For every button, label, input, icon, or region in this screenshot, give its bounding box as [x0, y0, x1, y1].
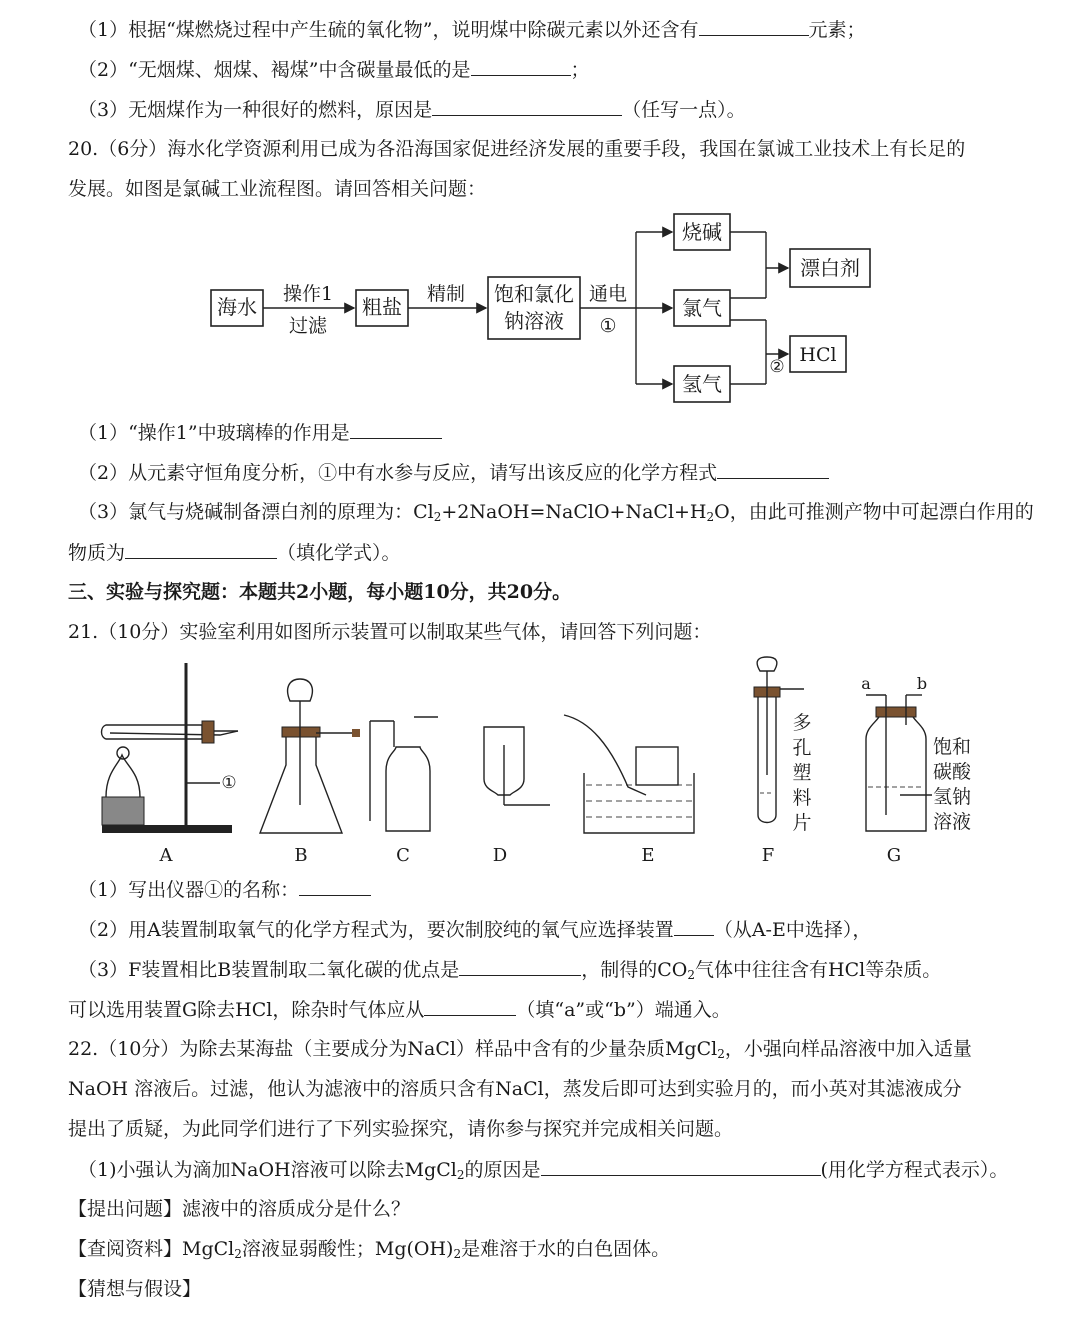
q22-intro-line3: 提出了质疑，为此同学们进行了下列实验探究，请你参与探究并完成相关问题。: [68, 1118, 734, 1140]
q22-intro-line1: 22.（10分）为除去某海盐（主要成分为NaCl）样品中含有的少量杂质MgCl$_2$，小强向样品溶液中加入适量: [68, 1038, 972, 1061]
apparatus-g: [861, 674, 972, 866]
port-a-label: a: [861, 674, 871, 693]
chlor-alkali-flow-diagram: [200, 208, 900, 410]
reaction-mark-2: ②: [769, 357, 785, 377]
lab-apparatus-figure: [90, 655, 990, 870]
q20-part3-line2: 物质为 （填化学式）。: [68, 542, 401, 564]
answer-blank[interactable]: [459, 957, 581, 976]
q20-part3: （3）氯气与烧碱制备漂白剂的原理为：$Cl_2+2NaOH=NaClO+NaCl+H_2O$，由此可推测产物中可起漂白作用的: [78, 501, 1034, 524]
answer-blank[interactable]: [424, 997, 516, 1016]
svg-text:碳酸: 碳酸: [932, 761, 972, 783]
apparatus-label-c: C: [396, 845, 410, 866]
answer-blank[interactable]: [299, 877, 371, 896]
chlorine-label: 氯气: [682, 296, 722, 320]
apparatus-d: [484, 727, 550, 866]
answer-blank[interactable]: [350, 420, 442, 439]
apparatus-label-f: F: [761, 845, 775, 866]
q22-intro-line2: NaOH 溶液后。过滤，他认为滤液中的溶质只含有NaCl，蒸发后即可达到实验月的，而小英对其滤液成分: [68, 1078, 962, 1100]
apparatus-b: [260, 679, 360, 866]
q22-reference: 【查阅资料】MgCl$_2$溶液显弱酸性；$Mg(OH)_2$是难溶于水的白色固体。: [68, 1238, 671, 1261]
q20-intro-line1: 20.（6分）海水化学资源利用已成为各沿海国家促进经济发展的重要手段，我国在氯诚工业技术上有长足的: [68, 138, 966, 160]
answer-blank[interactable]: [125, 540, 277, 559]
caustic-label: 烧碱: [682, 220, 722, 244]
apparatus-a: [102, 663, 239, 866]
refine-label: 精制: [426, 283, 466, 305]
svg-text:料: 料: [792, 787, 812, 809]
reaction-mark-1: ①: [599, 315, 617, 337]
svg-text:孔: 孔: [792, 737, 812, 759]
q21-part3-line2: 可以选用装置G除去HCl，除杂时气体应从 （填“a”或“b”）端通入。: [68, 999, 731, 1021]
apparatus-label-b: B: [294, 845, 308, 866]
q19-part2: （2）“无烟煤、烟煤、褐煤”中含碳量最低的是 ；: [78, 59, 590, 81]
q20-intro-line2: 发展。如图是氯碱工业流程图。请回答相关问题：: [68, 178, 487, 200]
hcl-label: HCl: [799, 344, 837, 366]
answer-blank[interactable]: [699, 17, 809, 36]
svg-text:片: 片: [792, 812, 812, 834]
svg-text:塑: 塑: [792, 762, 812, 784]
filter-label: 过滤: [288, 315, 328, 337]
svg-text:多: 多: [792, 712, 812, 734]
apparatus-mark-1: ①: [221, 773, 237, 793]
apparatus-e: [564, 715, 694, 866]
q22-question: 【提出问题】滤液中的溶质成分是什么？: [68, 1198, 411, 1220]
hydrogen-label: 氢气: [682, 372, 722, 396]
brine-label-line2: 钠溶液: [504, 309, 564, 333]
svg-text:氢钠: 氢钠: [932, 786, 972, 808]
answer-blank[interactable]: [471, 57, 571, 76]
q22-hypothesis-heading: 【猜想与假设】: [68, 1278, 202, 1300]
q21-part3: （3）F装置相比B装置制取二氧化碳的优点是 ，制得的$CO_2$气体中往往含有HCl等杂质。: [78, 959, 942, 982]
apparatus-label-d: D: [492, 845, 508, 866]
port-b-label: b: [916, 674, 928, 693]
answer-blank[interactable]: [674, 917, 714, 936]
seawater-label: 海水: [217, 295, 257, 319]
answer-blank[interactable]: [541, 1157, 821, 1176]
q21-intro: 21.（10分）实验室利用如图所示装置可以制取某些气体，请回答下列问题：: [68, 621, 712, 643]
q19-part1: （1）根据“煤燃烧过程中产生硫的氧化物”，说明煤中除碳元素以外还含有 元素；: [78, 19, 866, 41]
section-heading: 三、实验与探究题：本题共2小题，每小题10分，共20分。: [68, 581, 572, 603]
brine-label-line1: 饱和氯化: [494, 282, 574, 306]
svg-text:溶液: 溶液: [932, 811, 972, 833]
apparatus-label-a: A: [159, 845, 173, 866]
porous-plate-note: [792, 712, 811, 834]
q20-part2: （2）从元素守恒角度分析，①中有水参与反应，请写出该反应的化学方程式: [78, 460, 829, 485]
electrify-label: 通电: [588, 283, 628, 305]
q22-part1: （1)小强认为滴加NaOH溶液可以除去MgCl$_2$的原因是 (用化学方程式表示）。: [78, 1159, 1009, 1182]
q21-part2: （2）用A装置制取氧气的化学方程式为，要次制胶纯的氧气应选择装置 （从A-E中选择），: [78, 919, 872, 941]
q20-part1: （1）“操作1”中玻璃棒的作用是: [78, 420, 442, 445]
answer-blank[interactable]: [717, 460, 829, 479]
apparatus-label-g: G: [886, 845, 902, 866]
op1-label: 操作1: [282, 283, 334, 305]
crude-salt-label: 粗盐: [362, 295, 402, 319]
q21-part1: （1）写出仪器①的名称：: [78, 877, 371, 902]
svg-text:饱和: 饱和: [932, 736, 972, 758]
q19-part3: （3）无烟煤作为一种很好的燃料，原因是 （任写一点）。: [78, 99, 746, 121]
apparatus-f: [754, 657, 812, 866]
answer-blank[interactable]: [432, 97, 622, 116]
apparatus-label-e: E: [641, 845, 655, 866]
apparatus-c: [370, 717, 438, 866]
bleach-label: 漂白剂: [800, 256, 860, 280]
sodium-bicarbonate-note: [933, 736, 972, 833]
